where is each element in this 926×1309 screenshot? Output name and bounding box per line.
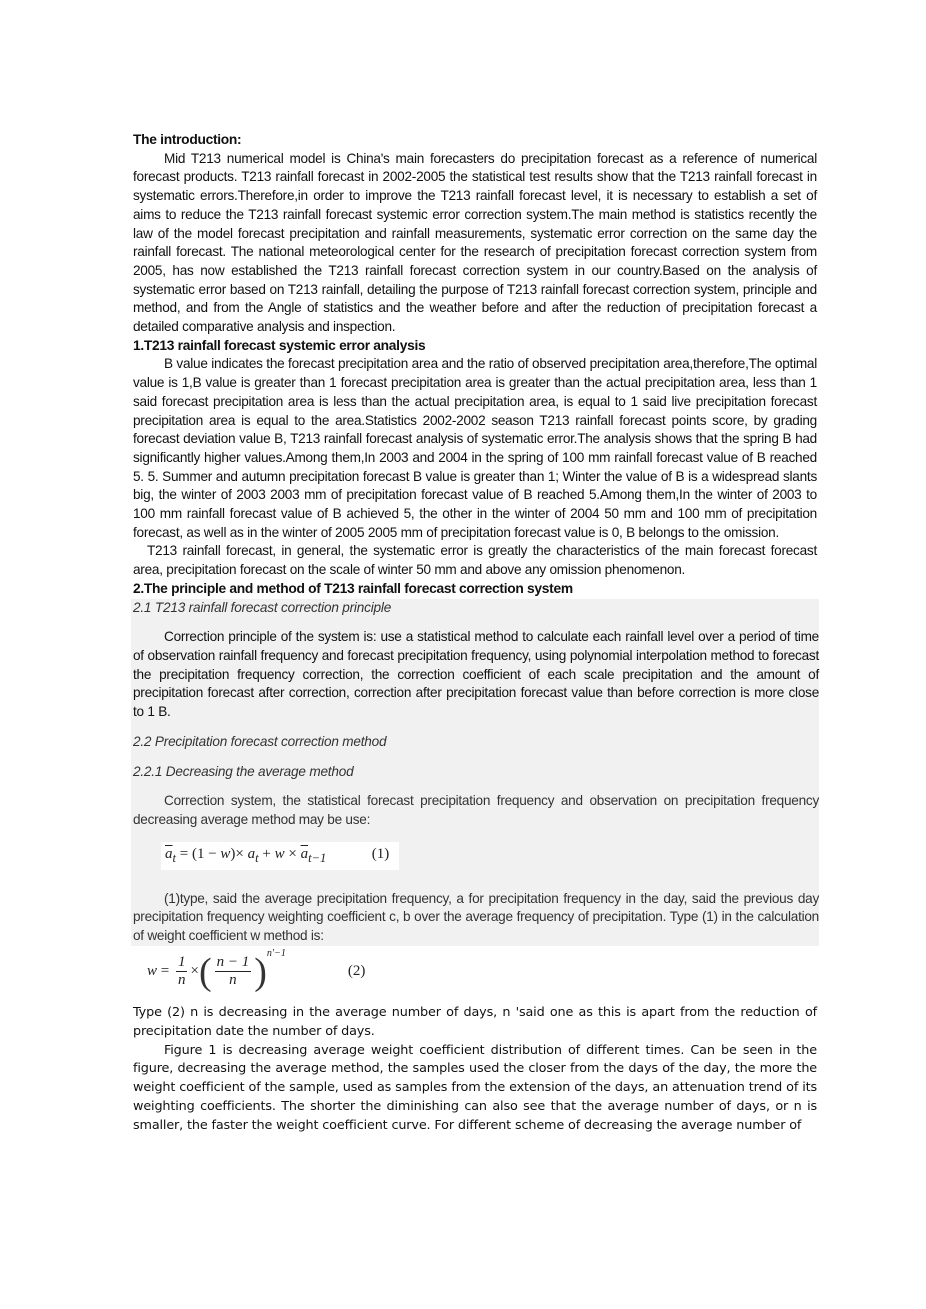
formula1-times: × xyxy=(284,845,301,862)
section2-2-heading: 2.2 Precipitation forecast correction method xyxy=(133,733,387,749)
section2-1-heading: 2.1 T213 rainfall forecast correction principle xyxy=(133,599,392,615)
formula2-left-paren: ( xyxy=(198,950,212,993)
formula2-fraction-1 xyxy=(176,954,188,989)
formula2-f1-den: n xyxy=(177,972,186,989)
formula2-right-paren: ) xyxy=(254,950,267,993)
formula1-label: (1) xyxy=(371,845,390,862)
formula2-f2-den: n xyxy=(229,972,237,989)
document-page xyxy=(133,131,817,1136)
formula1-lhs-sub: t xyxy=(172,850,176,865)
section2-2-1-heading: 2.2.1 Decreasing the average method xyxy=(133,763,354,779)
formula1-w1: w xyxy=(220,845,231,862)
formula2-times: × xyxy=(190,963,199,980)
section1-heading: 1.T213 rainfall forecast systemic error analysis xyxy=(133,337,426,353)
section2-2-1-paragraph: Correction system, the statistical forecast precipitation frequency and observation on precipitation frequency decreasing average method may be use: xyxy=(133,793,819,827)
formula-1 xyxy=(161,842,399,870)
formula2-f1-num: 1 xyxy=(177,954,186,971)
section1-paragraph-1: B value indicates the forecast precipitation area and the ratio of observed precipitation area,therefore,The optimal value is 1,B value is greater than 1 forecast precipitation area is greater than the actual precipitation area, less than 1 said forecast precipitation area is less than the actual precipitation area, is equal to 1 said live precipitation forecast precipitation area is equal to the area.Statistics 2002-2002 season T213 rainfall forecast points score, by grading forecast deviation value B, T213 rainfall forecast analysis of systematic error.The analysis shows that the spring B had significantly higher values.Among them,In 2003 and 2004 in the spring of 100 mm rainfall forecast value of B reached 5. 5. Summer and autumn precipitation forecast B value is greater than 1; Winter the value of B is a widespread slants big, the winter of 2003 2003 mm of precipitation forecast value of B reached 5.Among them,In the winter of 2003 to 100 mm rainfall forecast value of B achieved 5, the other in the winter of 2004 50 mm and 100 mm of precipitation forecast, as well as in the winter of 2005 2005 mm of precipitation forecast value is 0, B belongs to the omission. xyxy=(133,356,817,540)
formula2-eq: = xyxy=(157,963,173,980)
formula1-plus: + xyxy=(258,845,275,862)
figure1-paragraph: Figure 1 is decreasing average weight coefficient distribution of different times. Can be seen in the figure, decreasing the average method, the samples used the closer from the days of the day, the more the weight coefficient of the sample, used as samples from the extension of the days, an attenuation trend of its weighting coefficients. The shorter the diminishing can also see that the average number of days, or n is smaller, the faster the weight coefficient curve. For different scheme of decreasing the average number of xyxy=(133,1042,817,1134)
formula1-prev: $\overline{a}$ xyxy=(300,845,309,862)
formula-2 xyxy=(147,946,817,998)
intro-heading: The introduction: xyxy=(133,132,242,147)
intro-paragraph: Mid T213 numerical model is China's main forecasters do precipitation forecast as a reference of numerical forecast products. T213 rainfall forecast in 2002-2005 the statistical test results show that the T213 rainfall forecast in systematic errors.Therefore,in order to improve the T213 rainfall forecast level, it is necessary to establish a set of aims to reduce the T213 rainfall forecast systemic error correction system.The main method is statistics recently the law of the model forecast precipitation and rainfall measurements, systematic error correction on the same day the rainfall forecast. The national meteorological center for the research of precipitation forecast correction system from 2005, has now established the T213 rainfall forecast correction system in our country.Based on the analysis of systematic error based on T213 rainfall, detailing the purpose of T213 rainfall forecast correction system, principle and method, and from the Angle of statistics and the weather before and after the reduction of precipitation forecast a detailed comparative analysis and inspection. xyxy=(133,150,817,335)
formula1-a: a xyxy=(247,845,256,862)
formula2-exponent: n′−1 xyxy=(266,947,286,959)
formula1-w2: w xyxy=(274,845,285,862)
section2-1-paragraph: Correction principle of the system is: use a statistical method to calculate each rainfall level over a period of time of observation rainfall frequency and forecast precipitation frequency, using polynomial interpolation method to forecast the precipitation frequency correction, the correction coefficient of each scale precipitation and the amount of precipitation forecast after correction, correction after precipitation forecast value than before correction is more close to 1 B. xyxy=(133,629,819,720)
formula2-lhs: w xyxy=(147,963,158,980)
formula1-mid: )× xyxy=(230,845,248,862)
formula1-lhs: $\overline{a}$ xyxy=(165,845,173,862)
section1-paragraph-2: T213 rainfall forecast, in general, the systematic error is greatly the characteristics of the main forecast forecast area, precipitation forecast on the scale of winter 50 mm and above any omission phenomenon. xyxy=(133,543,817,578)
formula1-explanation: (1)type, said the average precipitation frequency, a for precipitation frequency in the day, said the previous day precipitation frequency weighting coefficient c, b over the average frequency of precipitation. Type (1) in the calculation of weight coefficient w method is: xyxy=(133,890,819,944)
formula1-a-sub: t xyxy=(255,850,259,865)
formula1-eq: = (1 − xyxy=(175,845,221,862)
section2-heading: 2.The principle and method of T213 rainfall forecast correction system xyxy=(133,580,573,596)
formula2-f2-num: n − 1 xyxy=(216,954,250,971)
formula2-explanation: Type (2) n is decreasing in the average number of days, n 'said one as this is apart from the reduction of precipitation date the number of days. xyxy=(133,1004,817,1039)
formula2-fraction-2 xyxy=(215,954,252,989)
grey-highlight-block xyxy=(131,599,819,946)
formula1-prev-sub: t−1 xyxy=(308,850,327,865)
formula2-label: (2) xyxy=(347,963,366,980)
